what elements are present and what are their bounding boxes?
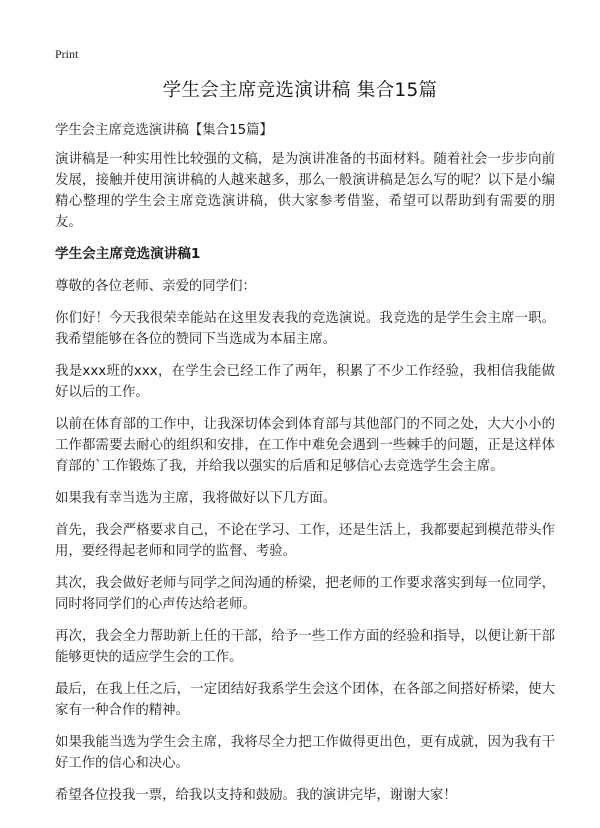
section-heading: 学生会主席竞选演讲稿1: [55, 246, 201, 262]
paragraph: 如果我有幸当选为主席，我将做好以下几方面。: [55, 491, 337, 506]
document-body: [55, 120, 555, 817]
closing-paragraph: 希望各位投我一票，给我以支持和鼓励。我的演讲完毕，谢谢大家！: [55, 788, 457, 803]
intro-paragraph: 演讲稿是一种实用性比较强的文稿，是为演讲准备的书面材料。随着社会一步步向前发展，接触并使用演讲稿的人越来越多，那么一般演讲稿是怎么写的呢？以下是小编精心整理的学生会主席竞选演讲稿，供大家参考借鉴，希望可以帮助到有需要的朋友。: [55, 152, 555, 230]
paragraph: 再次，我会全力帮助新上任的干部，给予一些工作方面的经验和指导，以便让新干部能够更快的适应学生会的工作。: [55, 629, 555, 665]
paragraph: 如果我能当选为学生会主席，我将尽全力把工作做得更出色，更有成就，因为我有干好工作的信心和决心。: [55, 735, 555, 771]
paragraph: 你们好！今天我很荣幸能站在这里发表我的竞选演说。我竞选的是学生会主席一职。我希望能够在各位的赞同下当选成为本届主席。: [55, 311, 555, 347]
paragraph: 以前在体育部的工作中，让我深切体会到体育部与其他部门的不同之处，大大小小的工作都需要去耐心的组织和安排，在工作中难免会遇到一些棘手的问题，正是这样体育部的`工作锻炼了我，并给我以强实的后盾和足够信心去竞选学生会主席。: [55, 417, 555, 474]
salutation: 尊敬的各位老师、亲爱的同学们：: [55, 279, 256, 294]
print-label: Print: [55, 47, 79, 61]
paragraph: 最后，在我上任之后，一定团结好我系学生会这个团体，在各部之间搭好桥梁，使大家有一种合作的精神。: [55, 682, 555, 718]
document-subtitle: 学生会主席竞选演讲稿【集合15篇】: [55, 123, 273, 138]
paragraph: 首先，我会严格要求自己，不论在学习、工作，还是生活上，我都要起到模范带头作用，要经得起老师和同学的监督、考验。: [55, 523, 555, 559]
paragraph: 其次，我会做好老师与同学之间沟通的桥梁，把老师的工作要求落实到每一位同学，同时将同学们的心声传达给老师。: [55, 576, 555, 612]
paragraph: 我是xxx班的xxx，在学生会已经工作了两年，积累了不少工作经验，我相信我能做好以后的工作。: [55, 364, 555, 400]
document-title: 学生会主席竞选演讲稿 集合15篇: [162, 80, 438, 101]
